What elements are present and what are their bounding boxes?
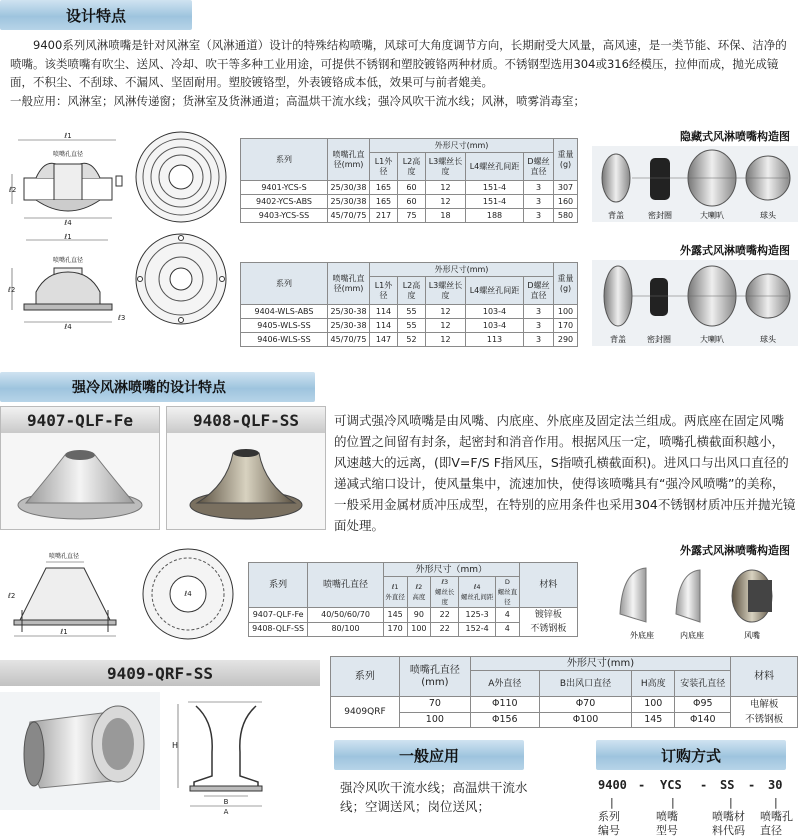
svg-text:ℓ4: ℓ4 <box>184 590 192 598</box>
section-title: 设计特点 <box>65 6 126 25</box>
svg-text:ℓ2: ℓ2 <box>8 592 16 600</box>
svg-text:A: A <box>223 808 229 816</box>
qrf-nozzle-image <box>0 692 160 810</box>
svg-text:喷嘴孔直径: 喷嘴孔直径 <box>52 257 84 264</box>
hidden-struct-exploded-image <box>592 146 798 222</box>
section-header-strong-cold: 强冷风淋喷嘴的设计特点 <box>0 372 315 402</box>
general-app-text: 强冷风吹干流水线；高温烘干流水线；空调送风；岗位送风； <box>340 780 528 814</box>
th-aperture: 喷嘴孔直径(mm) <box>328 139 370 181</box>
qrf-model-label: 9409-QRF-SS <box>107 663 213 683</box>
svg-text:ℓ1: ℓ1 <box>60 628 68 636</box>
th-l4: L4螺丝孔间距 <box>466 153 524 181</box>
dim-l1-label: ℓ1 <box>64 132 72 140</box>
section-header-design-features <box>0 0 192 30</box>
table-row: 9408-QLF-SS 80/100 170 100 22 152-4 4 <box>249 622 578 637</box>
table-row: 9401-YCS-S 25/30/38 165 60 12 151-4 3 307 <box>241 181 578 195</box>
table-row: 9406-WLS-SS 45/70/75 147 52 12 113 3 290 <box>241 333 578 347</box>
dim-l4-label: ℓ4 <box>64 219 72 225</box>
qlf-exploded-image <box>612 560 798 644</box>
svg-text:B: B <box>223 798 229 806</box>
table-row: 9404-WLS-ABS 25/30-38 114 55 12 103-4 3 100 <box>241 305 578 319</box>
qlf-side-drawing <box>6 550 128 640</box>
svg-text:ℓ3: ℓ3 <box>118 314 126 322</box>
part-label: 大喇叭 <box>700 211 724 220</box>
part-label: 外底座 <box>630 631 654 640</box>
part-label: 密封圈 <box>648 211 672 220</box>
dim-l2-label: ℓ2 <box>9 186 17 194</box>
model-card-9408 <box>166 406 326 530</box>
model-label: 9408-QLF-SS <box>167 407 325 433</box>
th-weight: 重量(g) <box>554 139 578 181</box>
qrf-section-drawing <box>168 692 290 816</box>
th-dims: 外形尺寸(mm) <box>370 139 554 153</box>
part-label: 内底座 <box>680 631 704 640</box>
spec-table-hidden <box>240 138 578 223</box>
model-label: 9407-QLF-Fe <box>1 407 159 433</box>
th-d: D螺丝直径 <box>524 153 554 181</box>
spec-table-qlf: 系列 喷嘴孔直径 外形尺寸（mm） 材料 ℓ1 外直径 ℓ2 高度 ℓ3 螺丝长度 ℓ4 螺丝孔间距 D 螺丝直径 9407-QLF-Fe 40/50/60/70 145 90 22 125-3 4 镀锌板 不锈钢板 9408-QLF-SS 80/100 170 100 22 152-4 4 <box>248 562 578 637</box>
nozzle-9407-image <box>1 433 159 529</box>
svg-text:ℓ4: ℓ4 <box>64 323 72 330</box>
part-label: 风嘴 <box>744 631 760 640</box>
table-row: 9403-YCS-SS 45/70/75 217 75 18 188 3 580 <box>241 209 578 223</box>
design-paragraph: 9400系列风淋喷嘴是针对风淋室（风淋通道）设计的特殊结构喷嘴，风球可大角度调节方向，长期耐受大风量，高风速，是一类节能、环保、洁净的喷嘴。该类喷嘴有吹尘、送风、冷却、吹干等多种工业用途，可提供不锈钢和塑胶镀铬两种材质。不锈钢型选用304或316经模压，拉伸而成，抛光成镜面，不积尘、不刮球、不漏风、坚固耐用。塑胶镀铬型，外表镀铬成本低，效果可与前者媲美。 <box>10 38 787 89</box>
th-l1: L1外径 <box>370 153 398 181</box>
part-label: 球头 <box>760 335 776 344</box>
table-row: 9409QRF 70 Φ110 Φ70 100 Φ95 电解板 不锈钢板 <box>331 697 798 713</box>
general-use-line: 一般应用：风淋室；风淋传递窗；货淋室及货淋通道；高温烘干流水线；强冷风吹干流水线；风淋，喷雾消毒室； <box>10 94 585 108</box>
table-row: 9402-YCS-ABS 25/30/38 165 60 12 151-4 3 160 <box>241 195 578 209</box>
strong-cold-paragraph: 可调式强冷风喷嘴是由风嘴、内底座、外底座及固定法兰组成。两底座在固定风嘴的位置之间留有封条，起密封和消音作用。根据风压一定，喷嘴孔横截面积越小，风速越大的远离，(即V=F/S F指风压，S指喷孔横截面积)。进风口与出风口直径的递减式缩口设计，使风量集中，流速加快，使得该喷嘴具有“强冷风喷嘴”的美称，一般采用金属材质冲压成型，在特别的应用条件也采用304不锈钢材质冲压并抛光镜面处理。 <box>334 413 796 533</box>
hidden-nozzle-top-drawing <box>134 130 229 225</box>
th-series: 系列 <box>241 139 328 181</box>
section-header-general-app: 一般应用 <box>334 740 524 770</box>
svg-text:H: H <box>172 741 179 750</box>
part-label: 大喇叭 <box>700 335 724 344</box>
part-label: 背盖 <box>608 211 624 220</box>
model-card-9407 <box>0 406 160 530</box>
exposed-struct-exploded-image <box>592 260 798 346</box>
table-row: 100 Φ156 Φ100 145 Φ140 <box>331 712 798 728</box>
th-l3: L3螺丝长度 <box>426 153 466 181</box>
svg-text:ℓ2: ℓ2 <box>8 286 16 294</box>
exposed-nozzle-top-drawing <box>134 232 229 327</box>
part-label: 球头 <box>760 211 776 220</box>
exposed-struct-title: 外露式风淋喷嘴构造图 <box>680 244 790 257</box>
exposed-struct2-title: 外露式风淋喷嘴构造图 <box>680 544 790 557</box>
th-l2: L2高度 <box>398 153 426 181</box>
aperture-label: 喷嘴孔直径 <box>52 151 84 158</box>
exposed-nozzle-side-drawing <box>6 232 131 330</box>
svg-text:ℓ1: ℓ1 <box>64 233 72 241</box>
part-label: 背盖 <box>610 335 626 344</box>
order-code: 9400 - YCS - SS - 30 <box>598 778 783 792</box>
part-label: 密封圈 <box>647 335 671 344</box>
nozzle-9408-image <box>167 433 325 529</box>
section-header-order: 订购方式 <box>596 740 786 770</box>
hidden-struct-title: 隐藏式风淋喷嘴构造图 <box>680 130 790 143</box>
svg-text:喷嘴孔直径: 喷嘴孔直径 <box>48 553 80 560</box>
table-row: 9405-WLS-SS 25/30-38 114 55 12 103-4 3 170 <box>241 319 578 333</box>
spec-table-qrf: 系列 喷嘴孔直径(mm) 外形尺寸(mm) 材料 A外直径 B出风口直径 H高度 安装孔直径 9409QRF 70 Φ110 Φ70 100 Φ95 电解板 不锈钢板 100 Φ156 Φ100 145 Φ140 <box>330 656 798 728</box>
hidden-nozzle-side-drawing <box>6 130 131 225</box>
table-row: 9407-QLF-Fe 40/50/60/70 145 90 22 125-3 4 镀锌板 不锈钢板 <box>249 608 578 623</box>
spec-table-exposed: 系列 喷嘴孔直径(mm) 外形尺寸(mm) 重量(g) L1外径 L2高度 L3螺丝长度 L4螺丝孔间距 D螺丝直径 9404-WLS-ABS 25/30-38 114 55 12 103-4 3 100 9405-WLS-SS 25/30-38 114 55 12 103-4 3 170 9406-WLS-SS 45/70/75 147 52 12 113 3 290 <box>240 262 578 347</box>
order-labels: | | | | 系列编号 喷嘴型号 喷嘴材料代码 喷嘴孔直径 <box>598 796 793 837</box>
qlf-top-drawing <box>140 546 236 642</box>
